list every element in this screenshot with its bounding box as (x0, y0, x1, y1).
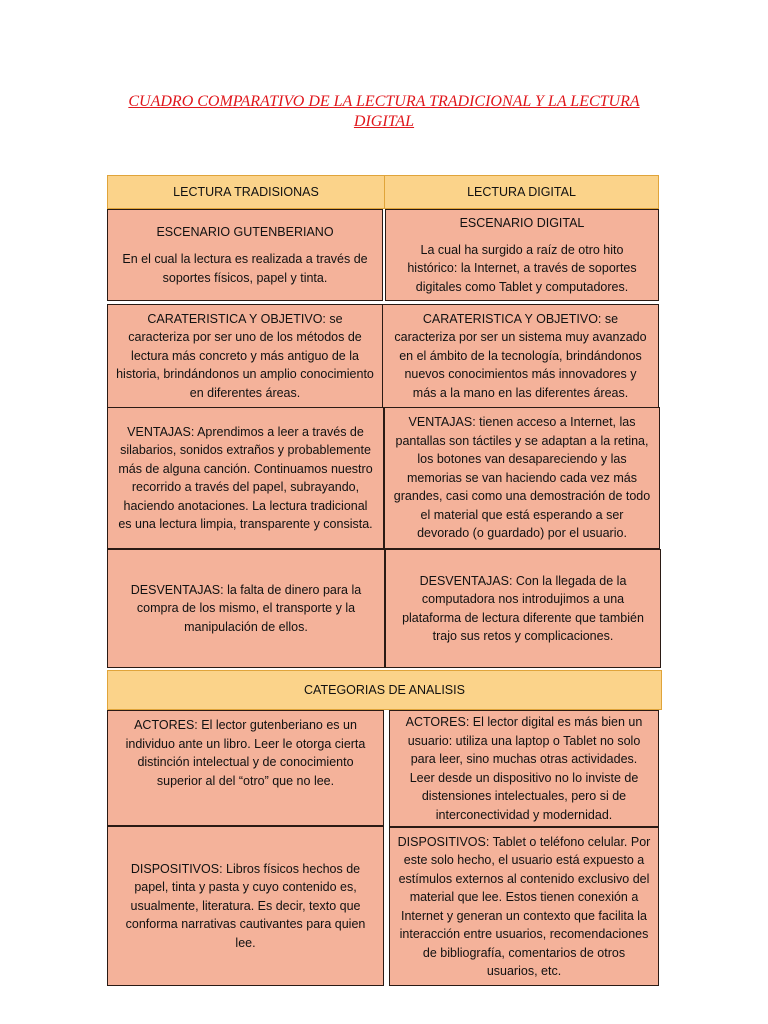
dispositivos-traditional-text: DISPOSITIVOS: Libros físicos hechos de papel, tinta y pasta y cuyo contenido es, usualmente, literatura. Es decir, texto que conforma narrativas cautivantes para quien lee. (125, 861, 366, 950)
actores-digital-cell (389, 710, 659, 827)
ventajas-digital-cell (384, 407, 660, 549)
desventajas-traditional-cell (107, 549, 385, 668)
caracteristica-traditional-cell (107, 304, 383, 408)
categorias-banner (107, 670, 662, 710)
dispositivos-digital-cell (389, 827, 659, 986)
ventajas-traditional-text: VENTAJAS: Aprendimos a leer a través de silabarios, sonidos extraños y probablemente más de alguna canción. Continuamos nuestro recorrido a través del papel, subrayando, haciendo anotaciones. La lectura tradicional es una lectura limpia, transparente y consista. (118, 424, 373, 531)
document-title: CUADRO COMPARATIVO DE LA LECTURA TRADICIONAL Y LA LECTURA DIGITAL (128, 93, 640, 130)
escenario-traditional-cell (107, 209, 383, 301)
escenario-digital-cell (385, 209, 659, 301)
actores-digital-text: ACTORES: El lector digital es más bien un usuario: utiliza una laptop o Tablet no solo para leer, sino muchas otras actividades. Leer desde un dispositivo no lo inviste de distensiones intelectuales, pero si de interconectividad y modernidad. (405, 715, 643, 822)
escenario-traditional-text: En el cual la lectura es realizada a través de soportes físicos, papel y tinta. (122, 252, 368, 285)
actores-traditional-cell (107, 710, 384, 826)
caracteristica-traditional-text: CARATERISTICA Y OBJETIVO: se caracteriza por ser uno de los métodos de lectura más concreto y más antiguo de la historia, brindándonos un amplio conocimiento en diferentes áreas. (116, 311, 374, 400)
desventajas-digital-text: DESVENTAJAS: Con la llegada de la computadora nos introdujimos a una plataforma de lectura diferente que también trajo sus retos y complicaciones. (402, 573, 644, 643)
ventajas-traditional-cell (107, 407, 384, 549)
desventajas-digital-cell (385, 549, 661, 668)
caracteristica-digital-cell (382, 304, 659, 408)
dispositivos-digital-text: DISPOSITIVOS: Tablet o teléfono celular. Por este solo hecho, el usuario está expuesto a estímulos externos al contenido exclusivo del material que lee. Estos tienen conexión a Internet y generan un contexto que facilita la interacción entre usuarios, recomendaciones de bibliografía, comentarios de otros usuarios, etc. (397, 834, 651, 978)
escenario-digital-text: La cual ha surgido a raíz de otro hito histórico: la Internet, a través de soportes digitales como Tablet y computadores. (407, 242, 637, 294)
desventajas-traditional-text: DESVENTAJAS: la falta de dinero para la compra de los mismo, el transporte y la manipulación de ellos. (130, 582, 362, 634)
ventajas-digital-text: VENTAJAS: tienen acceso a Internet, las pantallas son táctiles y se adaptan a la retina, los botones van desapareciendo y las memorias se van haciendo cada vez más grandes, casi como una demostración de todo el material que está esperando a ser devorado (o guardado) por el usuario. (393, 415, 651, 541)
escenario-digital-title: ESCENARIO DIGITAL (459, 216, 585, 230)
dispositivos-traditional-cell (107, 826, 384, 986)
escenario-traditional-title: ESCENARIO GUTENBERIANO (156, 224, 334, 239)
header-traditional-label: LECTURA TRADISIONAS (173, 184, 319, 199)
categorias-label: CATEGORIAS DE ANALISIS (304, 682, 465, 697)
actores-traditional-text: ACTORES: El lector gutenberiano es un individuo ante un libro. Leer le otorga cierta distinción intelectual y de conocimiento superior al del “otro” que no lee. (125, 718, 366, 788)
header-digital-label: LECTURA DIGITAL (467, 184, 576, 199)
caracteristica-digital-text: CARATERISTICA Y OBJETIVO: se caracteriza por ser un sistema muy avanzado en el ámbito de la tecnología, brindándonos nuevos conocimientos más innovadores y más a la mano en las diferentes áreas. (394, 311, 647, 400)
header-digital (384, 175, 659, 209)
header-traditional (107, 175, 385, 209)
